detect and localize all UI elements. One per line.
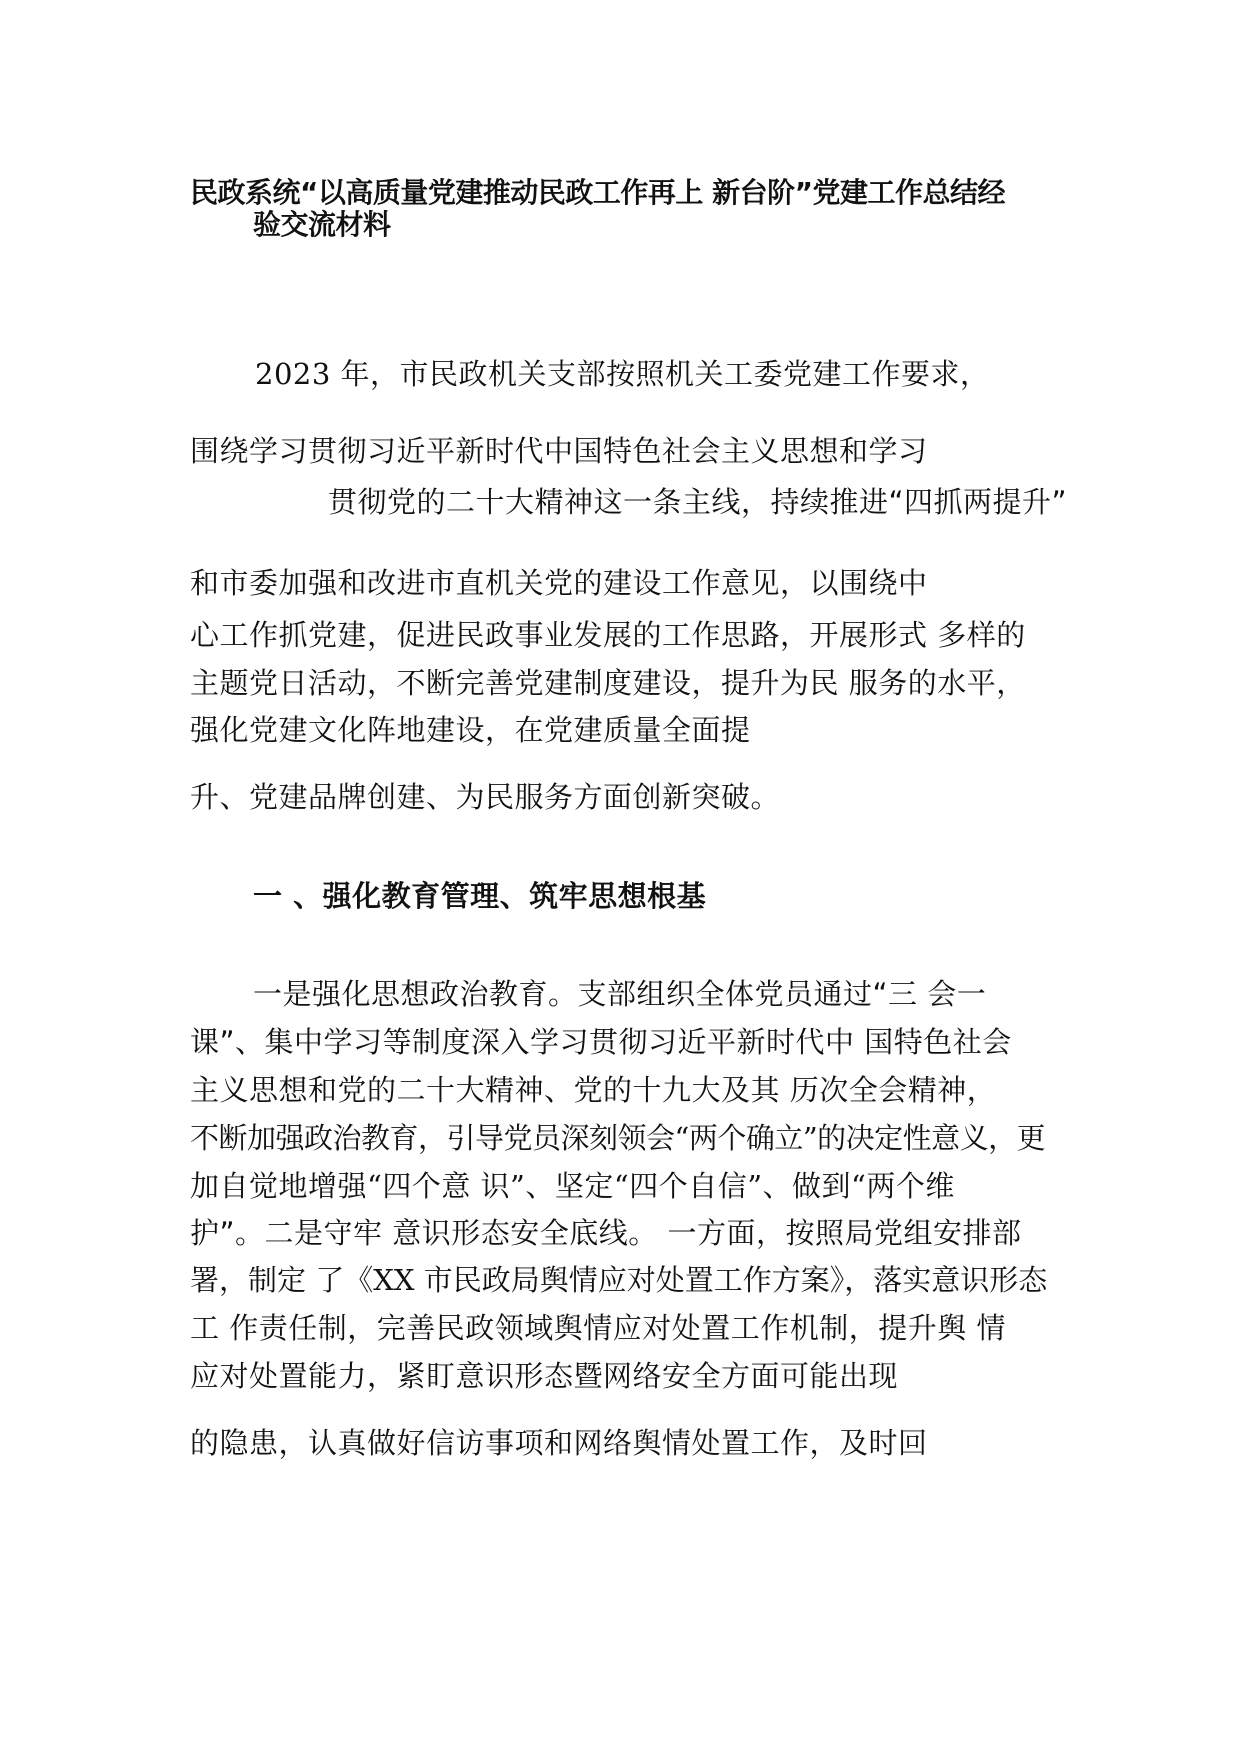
paragraph-1-line-6: 主题党日活动，不断完善党建制度建设，提升为民 服务的水平， (190, 666, 1026, 700)
paragraph-1-line-2: 围绕学习贯彻习近平新时代中国特色社会主义思想和学习 (190, 434, 928, 468)
paragraph-2-line-4: 不断加强政治教育，引导党员深刻领会“两个确立”的决定性意义，更 (190, 1121, 1046, 1155)
document-title-line-2: 验交流材料 (253, 208, 391, 241)
paragraph-2-line-2: 课”、集中学习等制度深入学习贯彻习近平新时代中 国特色社会 (190, 1025, 1012, 1059)
paragraph-1-line-7: 强化党建文化阵地建设，在党建质量全面提 (190, 713, 751, 747)
paragraph-1-line-1: 2023 年，市民政机关支部按照机关工委党建工作要求， (255, 357, 990, 391)
paragraph-2-line-6: 护”。二是守牢 意识形态安全底线。 一方面，按照局党组安排部 (190, 1216, 1022, 1250)
paragraph-1-line-4: 和市委加强和改进市直机关党的建设工作意见，以围绕中 (190, 566, 928, 600)
paragraph-2-line-9: 应对处置能力，紧盯意识形态暨网络安全方面可能出现 (190, 1359, 899, 1393)
paragraph-2-line-1: 一是强化思想政治教育。支部组织全体党员通过“三 会一 (253, 977, 987, 1011)
paragraph-2-line-3: 主义思想和党的二十大精神、党的十九大及其 历次全会精神， (190, 1073, 997, 1107)
section-1-heading: 一 、强化教育管理、筑牢思想根基 (253, 879, 707, 913)
document-title-line-1: 民政系统“以高质量党建推动民政工作再上 新台阶”党建工作总结经 (190, 176, 1006, 209)
paragraph-1-line-3: 贯彻党的二十大精神这一条主线，持续推进“四抓两提升” (328, 485, 1068, 519)
paragraph-2-line-8: 工 作责任制，完善民政领域舆情应对处置工作机制，提升舆 情 (190, 1311, 1006, 1345)
paragraph-1-line-8: 升、党建品牌创建、为民服务方面创新突破。 (190, 780, 781, 814)
paragraph-1-line-5: 心工作抓党建，促进民政事业发展的工作思路，开展形式 多样的 (190, 618, 1026, 652)
paragraph-2-line-7: 署，制定 了《XX 市民政局舆情应对处置工作方案》，落实意识形态 (190, 1263, 1048, 1297)
paragraph-2-line-5: 加自觉地增强“四个意 识”、坚定“四个自信”、做到“两个维 (190, 1169, 955, 1203)
paragraph-2-line-10: 的隐患，认真做好信访事项和网络舆情处置工作，及时回 (190, 1426, 928, 1460)
